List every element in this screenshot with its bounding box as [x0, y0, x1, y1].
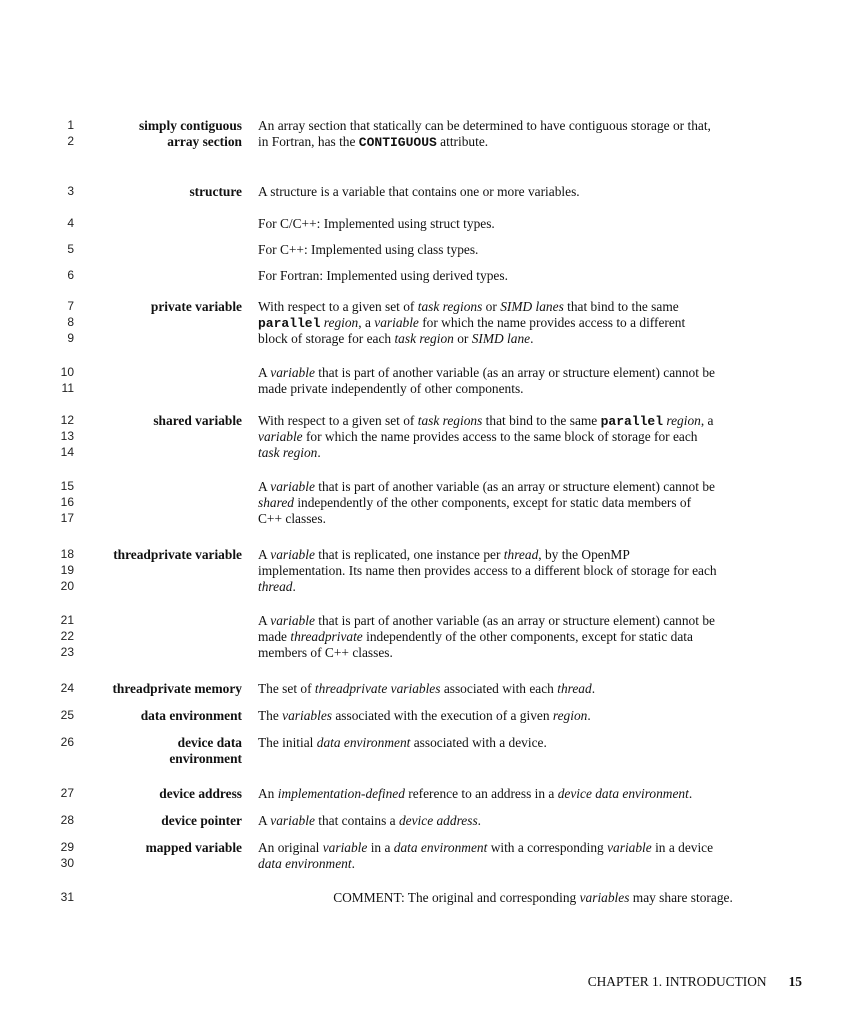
line-number: 25 — [60, 708, 74, 722]
text-run: . — [477, 813, 482, 828]
line-number: 12 — [60, 413, 74, 427]
glossary-definition — [258, 840, 808, 872]
text-run: associated with a device. — [410, 735, 547, 750]
text-run: The set of — [258, 681, 315, 696]
line-number: 14 — [60, 445, 74, 459]
glossary-definition — [258, 413, 808, 461]
emphasis-text: variable — [270, 547, 315, 562]
line-number: 21 — [60, 613, 74, 627]
line-number: 26 — [60, 735, 74, 749]
line-number: 11 — [61, 381, 74, 395]
text-run: . — [591, 681, 596, 696]
glossary-definition — [258, 708, 808, 724]
glossary-definition — [258, 184, 808, 200]
emphasis-text: threadprivate — [290, 629, 363, 644]
term-line: environment — [169, 751, 242, 766]
emphasis-text: implementation-defined — [277, 786, 405, 801]
glossary-term — [72, 735, 242, 767]
text-run: implementation. Its name then provides access to a different block of storage for each — [258, 563, 717, 578]
glossary-term — [72, 786, 242, 802]
text-run: The initial — [258, 735, 317, 750]
line-number: 10 — [60, 365, 74, 379]
text-run: . — [530, 331, 534, 346]
glossary-definition — [258, 890, 808, 906]
line-number: 30 — [60, 856, 74, 870]
definition-line — [258, 495, 808, 511]
line-number: 5 — [67, 242, 74, 256]
emphasis-text: SIMD lanes — [500, 299, 564, 314]
emphasis-text: variable — [270, 613, 315, 628]
text-run: in Fortran, has the — [258, 134, 359, 149]
term-line: device data — [177, 735, 242, 750]
text-run: An — [258, 786, 278, 801]
term-line: device pointer — [161, 813, 242, 828]
emphasis-text: device data environment — [557, 786, 689, 801]
glossary-term — [72, 547, 242, 563]
definition-line — [258, 331, 808, 347]
text-run: that contains a — [314, 813, 399, 828]
definition-line — [258, 268, 808, 284]
text-run: in a — [367, 840, 394, 855]
text-run: . — [292, 579, 296, 594]
line-number: 13 — [60, 429, 74, 443]
text-run: A — [258, 365, 271, 380]
text-run: members of C++ classes. — [258, 645, 393, 660]
definition-line — [258, 365, 808, 381]
definition-line — [258, 381, 808, 397]
glossary-definition — [258, 299, 808, 347]
emphasis-text: task regions — [417, 413, 483, 428]
code-keyword: parallel — [258, 316, 321, 331]
glossary-definition — [258, 479, 808, 527]
definition-line — [258, 315, 808, 331]
emphasis-text: variables — [282, 708, 333, 723]
line-number: 15 — [60, 479, 74, 493]
emphasis-text: data environment — [316, 735, 411, 750]
emphasis-text: task region — [258, 445, 318, 460]
text-run: made — [258, 629, 291, 644]
text-run: or — [482, 299, 501, 314]
line-number: 22 — [60, 629, 74, 643]
text-run: that bind to the same — [482, 413, 601, 428]
text-run: . — [688, 786, 693, 801]
text-run: A — [258, 813, 271, 828]
text-run: With respect to a given set of — [258, 299, 418, 314]
text-run: for which the name provides access to the same block of storage for each — [302, 429, 698, 444]
text-run: that is replicated, one instance per — [314, 547, 504, 562]
glossary-term — [72, 840, 242, 856]
definition-line — [258, 645, 808, 661]
emphasis-text: variable — [374, 315, 419, 330]
text-run: or — [453, 331, 472, 346]
definition-line — [258, 118, 808, 134]
text-run: , a — [700, 413, 714, 428]
glossary-term — [72, 708, 242, 724]
text-run: that is part of another variable (as an array or structure element) cannot be — [314, 365, 715, 380]
emphasis-text: variable — [607, 840, 652, 855]
emphasis-text: region — [552, 708, 588, 723]
line-number: 3 — [67, 184, 74, 198]
line-number: 2 — [67, 134, 74, 148]
text-run: with a corresponding — [487, 840, 608, 855]
text-run: may share storage. — [629, 890, 733, 905]
text-run: made private independently of other components. — [258, 381, 524, 396]
text-run: C++ classes. — [258, 511, 326, 526]
line-number: 16 — [60, 495, 74, 509]
definition-line — [258, 786, 808, 802]
emphasis-text: shared — [258, 495, 294, 510]
definition-line — [258, 184, 808, 200]
line-number: 27 — [60, 786, 74, 800]
text-run: that bind to the same — [563, 299, 679, 314]
chapter-title: CHAPTER 1. INTRODUCTION — [587, 974, 767, 989]
glossary-definition — [258, 681, 808, 697]
line-number: 18 — [60, 547, 74, 561]
line-number: 24 — [60, 681, 74, 695]
text-run: A — [258, 613, 271, 628]
glossary-definition — [258, 365, 808, 397]
definition-line — [258, 840, 808, 856]
text-run: associated with the execution of a given — [332, 708, 553, 723]
code-keyword: CONTIGUOUS — [358, 135, 437, 150]
term-line: shared variable — [153, 413, 242, 428]
definition-line — [258, 134, 808, 150]
text-run: reference to an address in a — [404, 786, 558, 801]
term-line: private variable — [150, 299, 242, 314]
text-run: that is part of another variable (as an array or structure element) cannot be — [314, 479, 715, 494]
line-number: 29 — [60, 840, 74, 854]
glossary-definition — [258, 786, 808, 802]
line-number: 1 — [67, 118, 74, 132]
definition-line — [258, 299, 808, 315]
glossary-term — [72, 413, 242, 429]
text-run: For Fortran: Implemented using derived types. — [258, 268, 508, 283]
text-run: COMMENT: The original and corresponding — [333, 890, 580, 905]
definition-line — [258, 890, 808, 906]
emphasis-text: variable — [270, 813, 315, 828]
glossary-term — [72, 184, 242, 200]
emphasis-text: SIMD lane — [471, 331, 531, 346]
term-line: structure — [189, 184, 242, 199]
definition-line — [258, 613, 808, 629]
glossary-term — [72, 813, 242, 829]
emphasis-text: task regions — [417, 299, 483, 314]
glossary-definition — [258, 216, 808, 232]
emphasis-text: variable — [270, 479, 315, 494]
emphasis-text: thread — [557, 681, 592, 696]
definition-line — [258, 681, 808, 697]
term-line: data environment — [140, 708, 242, 723]
glossary-definition — [258, 613, 808, 661]
glossary-definition — [258, 813, 808, 829]
text-run: . — [587, 708, 591, 723]
emphasis-text: data environment — [258, 856, 352, 871]
text-run: A structure is a variable that contains one or more variables. — [258, 184, 580, 199]
definition-line — [258, 735, 808, 751]
text-run: block of storage for each — [258, 331, 395, 346]
line-number: 28 — [60, 813, 74, 827]
emphasis-text: region — [666, 413, 701, 428]
glossary-definition — [258, 268, 808, 284]
emphasis-text: variable — [270, 365, 315, 380]
glossary-definition — [258, 242, 808, 258]
term-line: threadprivate memory — [112, 681, 242, 696]
text-run: associated with each — [440, 681, 558, 696]
term-line: device address — [159, 786, 242, 801]
page-number: 15 — [788, 974, 802, 989]
line-number: 17 — [60, 511, 74, 525]
line-number: 9 — [67, 331, 74, 345]
emphasis-text: region — [323, 315, 359, 330]
emphasis-text: thread — [258, 579, 293, 594]
text-run: for which the name provides access to a different — [418, 315, 686, 330]
text-run: that is part of another variable (as an array or structure element) cannot be — [314, 613, 715, 628]
text-run: in a device — [651, 840, 714, 855]
line-number: 31 — [60, 890, 74, 904]
text-run: independently of the other components, except for static data — [362, 629, 693, 644]
term-line: simply contiguous — [138, 118, 242, 133]
text-run: The — [258, 708, 283, 723]
term-line: array section — [167, 134, 242, 149]
glossary-term — [72, 681, 242, 697]
emphasis-text: task region — [394, 331, 454, 346]
definition-line — [258, 216, 808, 232]
text-run: . — [317, 445, 321, 460]
text-run: For C/C++: Implemented using struct types. — [258, 216, 495, 231]
term-line: mapped variable — [145, 840, 242, 855]
text-run: , a — [358, 315, 375, 330]
text-run: With respect to a given set of — [258, 413, 418, 428]
emphasis-text: variable — [322, 840, 368, 855]
definition-line — [258, 479, 808, 495]
text-run: A — [258, 547, 271, 562]
definition-line — [258, 579, 808, 595]
definition-line — [258, 413, 808, 429]
definition-line — [258, 813, 808, 829]
page-footer — [588, 974, 802, 990]
line-number: 19 — [60, 563, 74, 577]
definition-line — [258, 563, 808, 579]
text-run: attribute. — [436, 134, 489, 149]
text-run: independently of the other components, except for static data members of — [293, 495, 692, 510]
definition-line — [258, 445, 808, 461]
text-run: An original — [258, 840, 323, 855]
definition-line — [258, 429, 808, 445]
code-keyword: parallel — [600, 414, 664, 429]
glossary-definition — [258, 735, 808, 751]
emphasis-text: variable — [258, 429, 303, 444]
text-run: . — [351, 856, 355, 871]
line-number: 6 — [67, 268, 74, 282]
text-run: , by the OpenMP — [538, 547, 630, 562]
line-number: 20 — [60, 579, 74, 593]
definition-line — [258, 856, 808, 872]
glossary-term — [72, 299, 242, 315]
definition-line — [258, 629, 808, 645]
definition-line — [258, 708, 808, 724]
term-line: threadprivate variable — [113, 547, 242, 562]
line-number: 8 — [67, 315, 74, 329]
emphasis-text: device address — [398, 813, 478, 828]
line-number: 23 — [60, 645, 74, 659]
line-number: 4 — [67, 216, 74, 230]
glossary-definition — [258, 118, 808, 150]
text-run: For C++: Implemented using class types. — [258, 242, 479, 257]
emphasis-text: threadprivate variables — [314, 681, 441, 696]
definition-line — [258, 511, 808, 527]
text-run: A — [258, 479, 271, 494]
emphasis-text: data environment — [393, 840, 488, 855]
line-number: 7 — [67, 299, 74, 313]
emphasis-text: thread — [503, 547, 539, 562]
definition-line — [258, 242, 808, 258]
glossary-term — [72, 118, 242, 150]
glossary-definition — [258, 547, 808, 595]
definition-line — [258, 547, 808, 563]
emphasis-text: variables — [579, 890, 630, 905]
text-run: An array section that statically can be determined to have contiguous storage or that, — [258, 118, 711, 133]
